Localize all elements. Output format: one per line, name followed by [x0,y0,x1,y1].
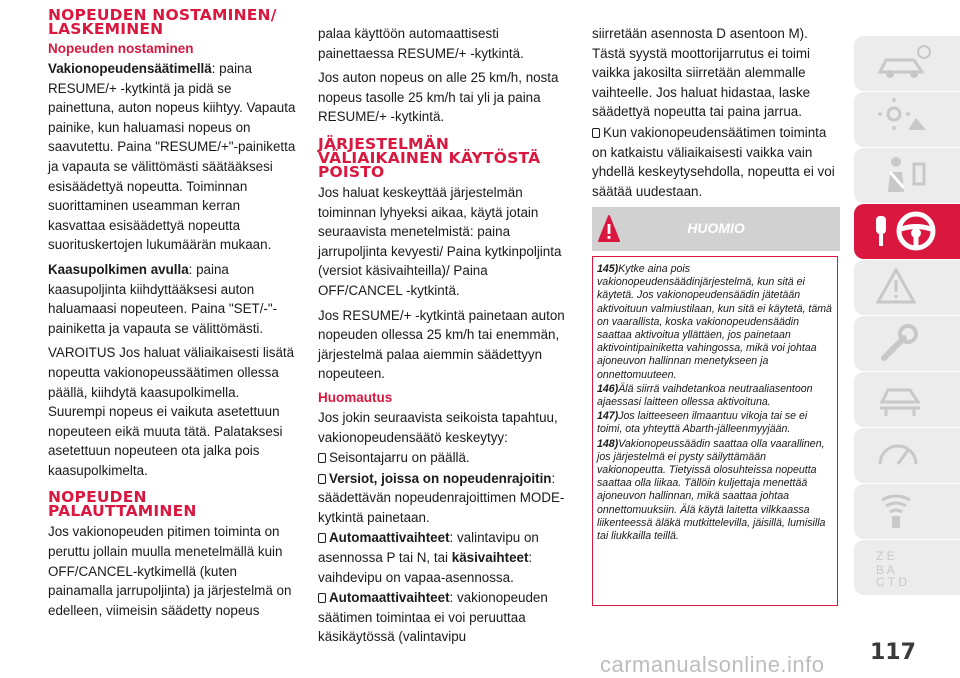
warning-note: 147)Jos laitteeseen ilmaantuu vikoja tai se ei toimi, ota yhteyttä Abarth-jälleenmyyjään. [597,410,808,436]
bullet-icon [592,128,600,138]
warning-triangle-icon [874,266,934,308]
tab-car-info[interactable] [854,36,960,91]
warning-note: 148)Vakionopeussäädin saattaa olla vaarallinen, jos järjestelmä ei pysty säilyttämään vakionopeutta. Tietyissä olosuhteissa nopeutta saattaa olla liikaa. Tällöin kuljettaja menettää ajoneuvon hallinnan, mikä saattaa johtaa onnettomuuksiin. Älä käytä laitetta vilkkaassa liikenteessä äläkä mutkittelevilla, jäisillä, lumisilla tai liukkailla teillä. [597,437,826,543]
car-info-icon [874,42,934,84]
warning-box [592,256,838,606]
subtitle-increase-speed: Nopeuden nostaminen [48,41,194,56]
paragraph-engine-brake: siirretään asennosta D asentoon M). Tästä syystä moottorijarrutus ei toimi vaikka jakosilta siirretään alemmalle vaihteelle. Jos haluat hidastaa, laske säädettyä nopeutta tai paina jarrua. [592,26,811,120]
tab-wrench[interactable] [854,316,960,371]
tab-warning-triangle[interactable] [854,260,960,315]
tab-alphabet-index[interactable] [854,540,960,595]
bullet-icon [318,453,326,463]
tab-gauge-data[interactable] [854,428,960,483]
alphabet-index-icon [874,546,934,588]
list-item: Kun vakionopeudensäätimen toiminta on katkaistu väliaikaisesti vaikka vain yhdellä keskeytysehdolla, nopeutta ei voi säätää uudestaan. [592,124,835,199]
tab-key-steering-wheel[interactable] [854,204,960,259]
tab-car-lift[interactable] [854,372,960,427]
chapter-tabs [854,36,960,596]
watermark: carmanualsonline.info [600,652,825,677]
subtitle-note: Huomautus [318,389,393,405]
dashboard-lights-icon [874,98,934,140]
section-title-temporary-disable: JÄRJESTELMÄN VÄLIAIKAINEN KÄYTÖSTÄ POISTO [318,134,541,181]
wrench-icon [874,322,934,364]
list-item: Automaattivaihteet: valintavipu on asennossa P tai N, tai käsivaihteet: vaihdevipu on vapaa-asennossa. [318,530,539,585]
column-2 [318,24,570,652]
section-title-resume-speed: NOPEUDEN PALAUTTAMINEN [48,488,197,521]
svg-text:C T D: C T D [876,575,907,588]
warning-note: 146)Älä siirrä vaihdetankoa neutraaliasentoon ajaessasi laitteen ollessa aktivoituna. [597,382,813,409]
bullet-icon [318,474,326,484]
warning-header [592,207,840,251]
list-item: Seisontajarru on päällä. [318,448,570,468]
tab-radio-media[interactable] [854,484,960,539]
paragraph-interrupt: Jos haluat keskeyttää järjestelmän toiminnan lyhyeksi aikaa, käytä jotain seuraavista menetelmistä: paina jarrupoljinta kevyesti/ Paina kytkinpoljinta (versiot käsivaihteilla)/ Paina OFF/CANCEL -kytkintä. [318,184,562,298]
gauge-data-icon [874,434,934,476]
tab-seatbelt-safety[interactable] [854,148,960,203]
bullet-icon [318,593,326,603]
warning-note: 145)Kytke aina pois vakionopeudensäädinjärjestelmä, kun sitä ei käytetä. Jos vakionopeudensäädin jätetään aktivoituun valmiustilaan, kun sitä ei käytetä, tämä on vaarallista, koska vakionopeudensäädin saattaa aktivoitua yllättäen, jos painetaan aktivointipainiketta vahingossa, mikä voi johtaa ajoneuvon hallinnan menetykseen ja onnettomuuteen. [597,263,832,381]
paragraph-cruise-increase: Vakionopeudensäätimellä: paina RESUME/+ -kytkintä ja pidä se painettuna, auton nopeus kiihtyy. Vapauta painike, kun haluamasi nopeus on saavutettu. Paina "RESUME/+"-painiketta ja vapauta se välittömästi säätääksesi esisäädettyä nopeutta. Toiminnan suorittaminen useamman kerran kasvattaa esisäädettyä nopeutta suorituskertojen lukumäärän mukaan. [48,61,296,253]
paragraph-low-speed: Jos auton nopeus on alle 25 km/h, nosta nopeus tasolle 25 km/h tai yli ja paina RESUME/+ -kytkintä. [318,70,559,125]
list-item: Automaattivaihteet: vakionopeuden säätimen toimintaa ei voi peruuttaa käsikäytössä (valintavipu [318,590,548,645]
warning-title: HUOMIO [687,220,745,236]
svg-text:B A: B A [876,563,895,577]
key-steering-wheel-icon [874,210,940,254]
paragraph-resume-continued: palaa käyttöön automaattisesti painettaessa RESUME/+ -kytkintä. [318,26,524,61]
section-title-speed-adjust: NOPEUDEN NOSTAMINEN/ LASKEMINEN [48,6,277,38]
column-1 [48,8,300,625]
paragraph-conditions: Jos jokin seuraavista seikoista tapahtuu, vakionopeudensäätö keskeytyy: [318,409,558,445]
column-3 [592,24,842,206]
svg-text:Z E: Z E [876,549,895,563]
page-number: 117 [870,640,916,665]
radio-media-icon [874,490,934,532]
paragraph-warning: VAROITUS Jos haluat väliaikaisesti lisätä nopeutta vakionopeussäätimen ollessa päällä, kiihdytä kaasupolkimella. Suurempi nopeus ei vaikuta asetettuun nopeuteen eikä muuta tätä. Palataksesi asetettuun nopeuteen ota jalka pois kaasupolkimelta. [48,345,295,478]
bullet-icon [318,533,326,543]
list-item: Versiot, joissa on nopeudenrajoitin: säädettävän nopeudenrajoittimen MODE-kytkintä painetaan. [318,470,565,525]
tab-dashboard-lights[interactable] [854,92,960,147]
car-lift-icon [874,378,934,420]
paragraph-resume: Jos vakionopeuden pitimen toiminta on peruttu jollain muulla menetelmällä kuin OFF/CANCEL-kytkimellä (kuten painamalla jarrupoljinta) ja järjestelmä on edelleen, viimeisin säädetty nopeus [48,524,292,618]
paragraph-accelerator: Kaasupolkimen avulla: paina kaasupoljinta kiihdyttääksesi auton haluamaasi nopeuteen. Paina "SET/-"-painiketta ja vapauta se välittömästi. [48,261,278,336]
seatbelt-safety-icon [874,154,934,196]
paragraph-return: Jos RESUME/+ -kytkintä painetaan auton nopeuden ollessa 25 km/h tai enemmän, järjestelmä palaa aiemmin säädettyyn nopeuteen. [318,307,565,382]
